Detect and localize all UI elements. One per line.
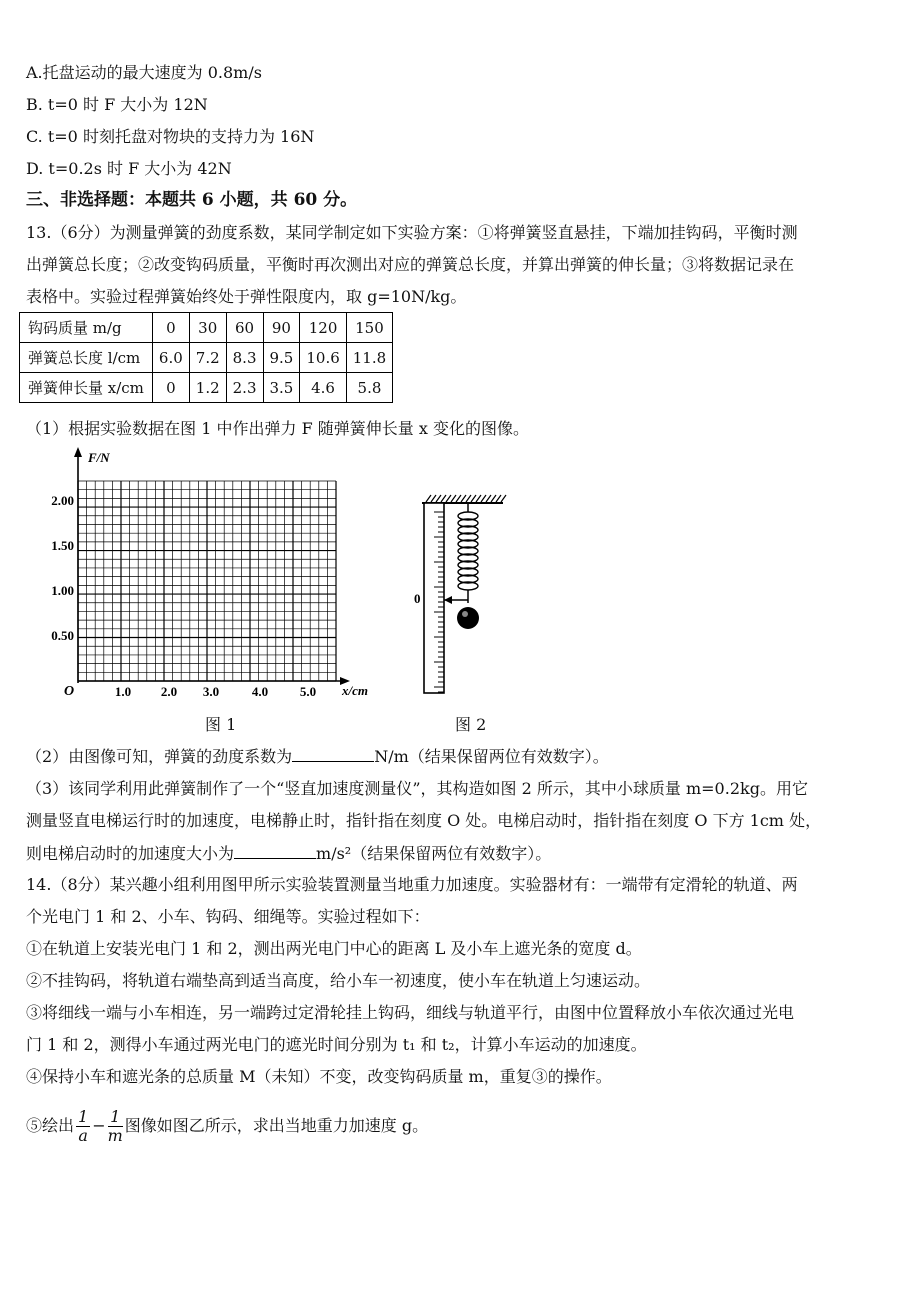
fraction-1-over-m: $\frac{1}{m}$ [107, 1107, 123, 1145]
y-axis-arrow [74, 447, 82, 457]
step5-suffix: 图像如图乙所示，求出当地重力加速度 g。 [124, 1116, 429, 1135]
table-cell: 11.8 [346, 343, 392, 373]
q14-line: 门 1 和 2，测得小车通过两光电门的遮光时间分别为 t₁ 和 t₂，计算小车运动的加速度。 [26, 1035, 647, 1054]
table-cell: 60 [226, 313, 263, 343]
q14-step5 [26, 1106, 428, 1146]
q13-intro-line: 出弹簧总长度；②改变钩码质量，平衡时再次测出对应的弹簧总长度，并算出弹簧的伸长量；③将数据记录在 [26, 255, 795, 274]
minus-sign: − [92, 1116, 106, 1135]
q13-part1: （1）根据实验数据在图 1 中作出弹力 F 随弹簧伸长量 x 变化的图像。 [26, 419, 530, 438]
q13-part2 [26, 745, 609, 768]
pointer-arrow [444, 596, 452, 604]
fig1-caption: 图 1 [205, 715, 237, 734]
table-row-label: 弹簧总长度 l/cm [20, 343, 153, 373]
section-title: 三、非选择题：本题共 6 小题，共 60 分。 [26, 190, 358, 210]
q14-line: ②不挂钩码，将轨道右端垫高到适当高度，给小车一初速度，使小车在轨道上匀速运动。 [26, 971, 651, 990]
q14-line: ③将细线一端与小车相连，另一端跨过定滑轮挂上钩码，细线与轨道平行，由图中位置释放小车依次通过光电 [26, 1003, 795, 1022]
table-row-label: 钩码质量 m/g [20, 313, 153, 343]
q13-part3-line: 测量竖直电梯运行时的加速度，电梯静止时，指针指在刻度 O 处。电梯启动时，指针指在刻度 O 下方 1cm 处， [26, 811, 822, 830]
x-axis-label: x/cm [342, 683, 368, 698]
y-tick-label: 0.50 [51, 628, 74, 643]
x-tick-label: 5.0 [299, 684, 317, 699]
table-cell: 120 [300, 313, 346, 343]
x-tick-label: 3.0 [202, 684, 220, 699]
q13-intro-line: 表格中。实验过程弹簧始终处于弹性限度内，取 g=10N/kg。 [26, 287, 467, 306]
q13-part3-line: （3）该同学利用此弹簧制作了一个“竖直加速度测量仪”，其构造如图 2 所示，其中小球质量 m=0.2kg。用它 [26, 779, 808, 798]
y-axis-label: F/N [88, 450, 110, 465]
q13-part2-text: （2）由图像可知，弹簧的劲度系数为 [26, 747, 293, 766]
table-cell: 150 [346, 313, 392, 343]
x-tick-label: 2.0 [160, 684, 178, 699]
table-cell: 5.8 [346, 373, 392, 403]
step5-prefix: ⑤绘出 [26, 1116, 75, 1135]
table-cell: 0 [152, 313, 189, 343]
spring-coils [458, 512, 478, 590]
table-row [20, 343, 393, 373]
table-cell: 1.2 [189, 373, 226, 403]
table-cell: 30 [189, 313, 226, 343]
q14-line: ④保持小车和遮光条的总质量 M（未知）不变，改变钩码质量 m，重复③的操作。 [26, 1067, 612, 1086]
q14-line: 个光电门 1 和 2、小车、钩码、细绳等。实验过程如下： [26, 907, 430, 926]
table-row [20, 373, 393, 403]
table-cell: 3.5 [263, 373, 300, 403]
table-row [20, 313, 393, 343]
option-b: B. t=0 时 F 大小为 12N [26, 95, 208, 114]
fraction-1-over-a: $\frac{1}{a}$ [78, 1107, 89, 1145]
y-tick-label: 1.00 [51, 583, 74, 598]
ceiling-hatch [426, 495, 506, 502]
q14-line: ①在轨道上安装光电门 1 和 2，测出两光电门中心的距离 L 及小车上遮光条的宽度 d。 [26, 939, 642, 958]
q14-line: 14.（8分）某兴趣小组利用图甲所示实验装置测量当地重力加速度。实验器材有：一端带有定滑轮的轨道、两 [26, 875, 798, 894]
q13-part2-unit: N/m（结果保留两位有效数字）。 [374, 747, 609, 766]
x-tick-label: 1.0 [114, 684, 132, 699]
q13-part3-text: 则电梯启动时的加速度大小为 [26, 844, 235, 863]
figure-1-grid [40, 445, 390, 705]
answer-blank[interactable] [234, 842, 316, 859]
table-cell: 10.6 [300, 343, 346, 373]
q13-part3-unit: m/s²（结果保留两位有效数字）。 [316, 844, 552, 863]
zero-mark-label: 0 [414, 591, 421, 606]
ball [457, 607, 479, 629]
ball-highlight [462, 611, 468, 617]
table-cell: 0 [152, 373, 189, 403]
table-cell: 7.2 [189, 343, 226, 373]
table-cell: 8.3 [226, 343, 263, 373]
table-cell: 90 [263, 313, 300, 343]
answer-blank[interactable] [292, 745, 374, 762]
option-a: A.托盘运动的最大速度为 0.8m/s [26, 63, 262, 82]
figure-2-spring-device [410, 490, 510, 700]
fig2-caption: 图 2 [455, 715, 487, 734]
table-cell: 4.6 [300, 373, 346, 403]
q13-part3-line [26, 842, 551, 865]
y-tick-label: 1.50 [51, 538, 74, 553]
table-cell: 2.3 [226, 373, 263, 403]
option-c: C. t=0 时刻托盘对物块的支持力为 16N [26, 127, 315, 146]
option-d: D. t=0.2s 时 F 大小为 42N [26, 159, 232, 178]
grid-lines [78, 481, 336, 681]
table-row-label: 弹簧伸长量 x/cm [20, 373, 153, 403]
y-tick-label: 2.00 [51, 493, 74, 508]
x-tick-label: 4.0 [251, 684, 269, 699]
data-table [19, 312, 393, 403]
table-cell: 6.0 [152, 343, 189, 373]
q13-intro-line: 13.（6分）为测量弹簧的劲度系数，某同学制定如下实验方案：①将弹簧竖直悬挂，下端加挂钩码，平衡时测 [26, 223, 798, 242]
origin-label: O [64, 684, 75, 699]
table-cell: 9.5 [263, 343, 300, 373]
